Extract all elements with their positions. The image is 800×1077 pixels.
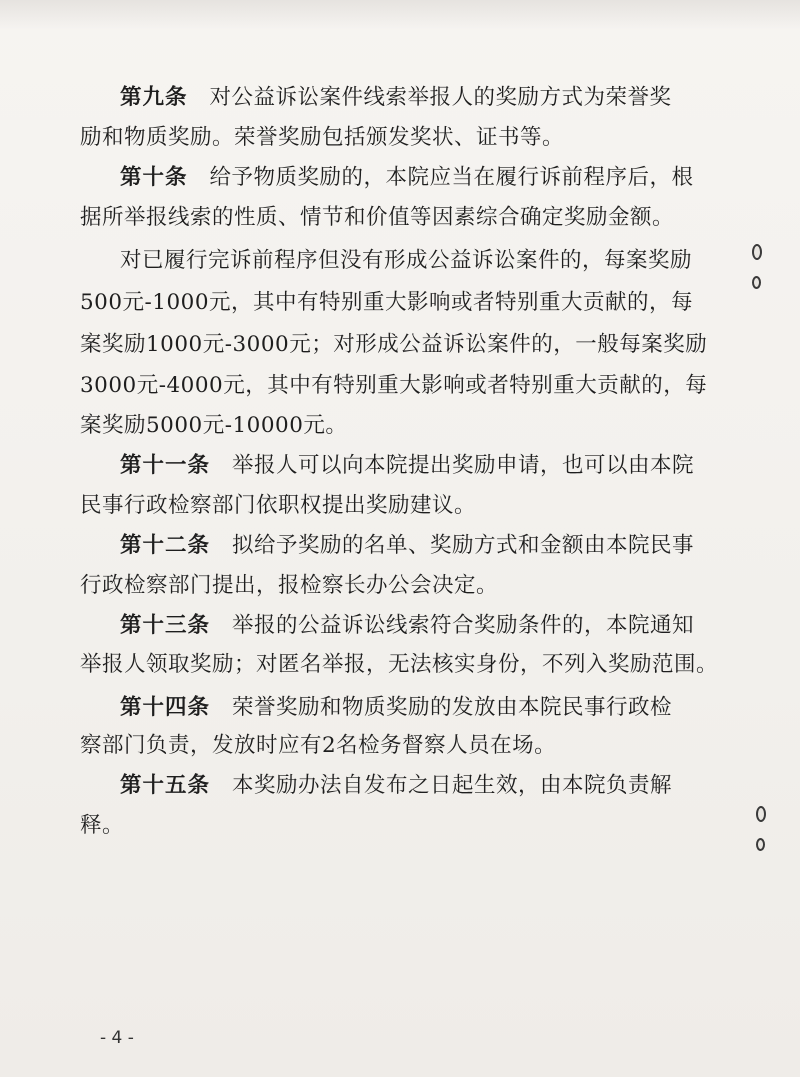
binding-hole-icon [752, 244, 762, 260]
paragraph-text: 案奖励1000元-3000元；对形成公益诉讼案件的，一般每案奖励 [80, 332, 708, 357]
article-text: 对公益诉讼案件线索举报人的奖励方式为荣誉奖 [209, 85, 672, 110]
page-shadow [0, 0, 800, 30]
article-text: 励和物质奖励。荣誉奖励包括颁发奖状、证书等。 [80, 125, 565, 150]
article-text: 举报人领取奖励；对匿名举报，无法核实身份，不列入奖励范围。 [80, 652, 719, 677]
binding-hole-icon [752, 276, 761, 289]
article-text: 荣誉奖励和物质奖励的发放由本院民事行政检 [232, 695, 673, 720]
article-10-line-2 [80, 198, 720, 238]
article-text: 民事行政检察部门依职权提出奖励建议。 [80, 493, 477, 518]
article-12-line-2 [80, 566, 720, 606]
paragraph-text: 对已履行完诉前程序但没有形成公益诉讼案件的，每案奖励 [120, 248, 693, 273]
article-heading: 第十四条 [120, 695, 211, 720]
article-15-line-1 [120, 766, 720, 806]
article-14-line-1 [120, 688, 720, 728]
article-heading: 第十条 [120, 165, 188, 190]
article-15-line-2 [80, 806, 720, 846]
article-text: 给予物质奖励的，本院应当在履行诉前程序后，根 [209, 165, 694, 190]
paragraph-amounts-line-1 [120, 241, 720, 281]
binding-hole-icon [756, 806, 766, 822]
article-heading: 第九条 [120, 85, 188, 110]
article-10-line-1 [120, 158, 720, 198]
paragraph-amounts-line-3 [80, 325, 720, 365]
article-text: 察部门负责，发放时应有2名检务督察人员在场。 [80, 733, 557, 758]
article-12-line-1 [120, 526, 720, 566]
article-text: 举报的公益诉讼线索符合奖励条件的，本院通知 [232, 613, 695, 638]
article-heading: 第十五条 [120, 773, 211, 798]
article-text: 据所举报线索的性质、情节和价值等因素综合确定奖励金额。 [80, 205, 675, 230]
article-text: 行政检察部门提出，报检察长办公会决定。 [80, 573, 499, 598]
paragraph-amounts-line-5 [80, 406, 720, 446]
article-11-line-2 [80, 486, 720, 526]
article-heading: 第十一条 [120, 453, 211, 478]
article-text: 释。 [80, 813, 125, 838]
article-13-line-1 [120, 606, 720, 646]
article-14-line-2 [80, 726, 720, 766]
paragraph-text: 500元-1000元，其中有特别重大影响或者特别重大贡献的，每 [80, 290, 694, 315]
paragraph-text: 案奖励5000元-10000元。 [80, 413, 348, 438]
paragraph-amounts-line-4 [80, 366, 720, 406]
article-text: 举报人可以向本院提出奖励申请，也可以由本院 [232, 453, 695, 478]
paragraph-text: 3000元-4000元，其中有特别重大影响或者特别重大贡献的，每 [80, 373, 708, 398]
paragraph-amounts-line-2 [80, 283, 720, 323]
binding-hole-icon [756, 838, 765, 851]
article-9-line-1 [120, 78, 720, 118]
article-11-line-1 [120, 446, 720, 486]
article-13-line-2 [80, 645, 720, 685]
article-heading: 第十三条 [120, 613, 211, 638]
article-text: 拟给予奖励的名单、奖励方式和金额由本院民事 [232, 533, 695, 558]
article-9-line-2 [80, 118, 720, 158]
page-number: - 4 - [100, 1028, 134, 1048]
article-heading: 第十二条 [120, 533, 211, 558]
article-text: 本奖励办法自发布之日起生效，由本院负责解 [232, 773, 673, 798]
